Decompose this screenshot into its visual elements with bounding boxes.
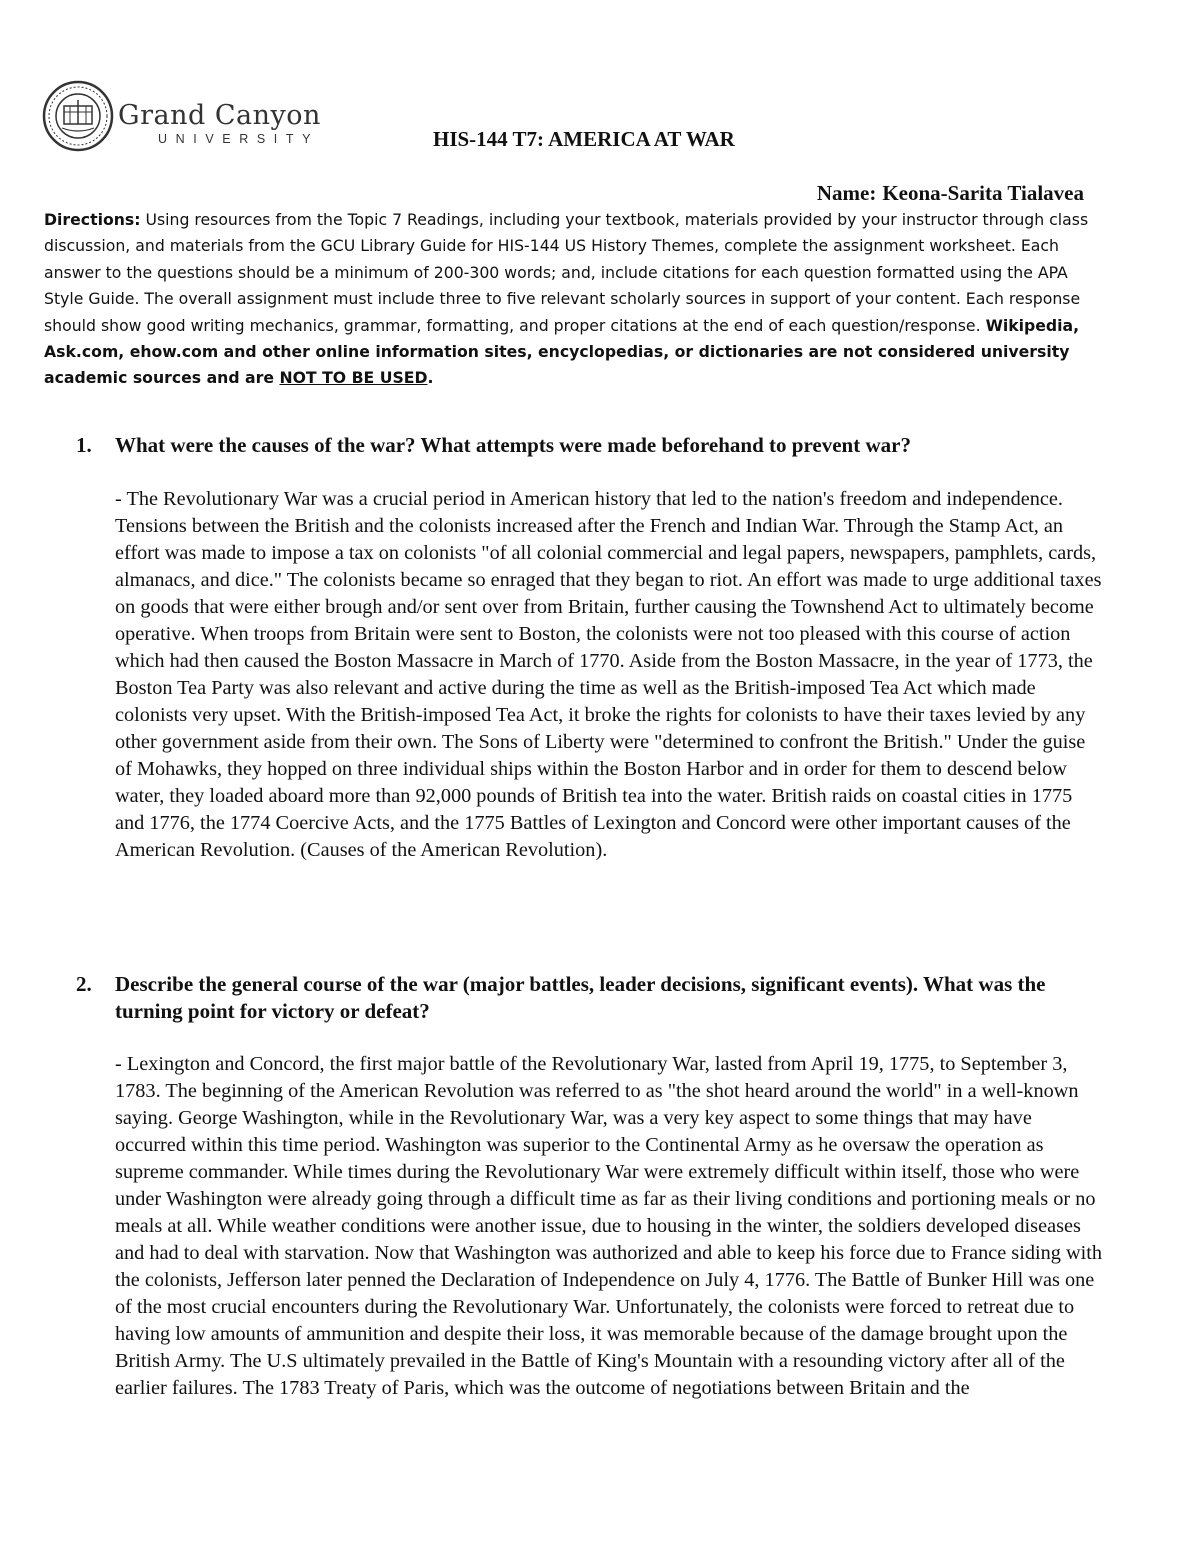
document-title: HIS-144 T7: AMERICA AT WAR [433, 127, 735, 151]
student-name-label: Name: [816, 181, 877, 205]
question-1 [76, 432, 1106, 459]
logo-university-name: Grand Canyon [118, 100, 321, 131]
question-number: 1. [76, 433, 92, 457]
directions-warning: Wikipedia, Ask.com, ehow.com and other online information sites, encyclopedias, or dictionaries are not considered university academic sources and are [44, 315, 1080, 388]
question-text: Describe the general course of the war (major battles, leader decisions, significant events). What was the turning point for victory or defeat? [115, 972, 1046, 1023]
question-text: What were the causes of the war? What attempts were made beforehand to prevent war? [115, 433, 911, 457]
directions-warning-end: . [427, 368, 434, 388]
university-seal-icon [42, 76, 114, 156]
question-2 [76, 971, 1106, 1025]
directions-label: Directions: [44, 210, 141, 229]
answer-2: - Lexington and Concord, the first major battle of the Revolutionary War, lasted from April 19, 1775, to September 3, 1783. The beginning of the American Revolution was referred to as "the shot heard around the world" in a well-known saying. George Washington, while in the Revolutionary War, was a very key aspect to some things that may have occurred within this time period. Washington was superior to the Continental Army as he oversaw the operation as supreme commander. While times during the Revolutionary War were extremely difficult within itself, those who were under Washington were already going through a difficult time as far as their living conditions and portioning meals or no meals at all. While weather conditions were another issue, due to housing in the winter, the soldiers developed diseases and had to deal with starvation. Now that Washington was authorized and able to keep his force due to France siding with the colonists, Jefferson later penned the Declaration of Independence on July 4, 1776. The Battle of Bunker Hill was one of the most crucial encounters during the Revolutionary War. Unfortunately, the colonists were forced to retreat due to having low amounts of ammunition and despite their loss, it was memorable because of the damage brought upon the British Army. The U.S ultimately prevailed in the Battle of King's Mountain with a resounding victory after all of the earlier failures. The 1783 Treaty of Paris, which was the outcome of negotiations between Britain and the [115, 1053, 1103, 1399]
directions-warning-underlined: NOT TO BE USED [279, 368, 428, 388]
student-name: Keona-Sarita Tialavea [882, 181, 1084, 205]
logo-university-subtitle: UNIVERSITY [158, 132, 320, 146]
directions-paragraph [44, 207, 1094, 392]
answer-1: - The Revolutionary War was a crucial period in American history that led to the nation's freedom and independence. Tensions between the British and the colonists increased after the French and Indian War. Through the Stamp Act, an effort was made to impose a tax on colonists "of all colonial commercial and legal papers, newspapers, pamphlets, cards, almanacs, and dice." The colonists became so enraged that they began to riot. An effort was made to urge additional taxes on goods that were either brough and/or sent over from Britain, further causing the Townshend Act to ultimately become operative. When troops from Britain were sent to Boston, the colonists were not too pleased with this course of action which had then caused the Boston Massacre in March of 1770. Aside from the Boston Massacre, in the year of 1773, the Boston Tea Party was also relevant and active during the time as well as the British-imposed Tea Act which made colonists very upset. With the British-imposed Tea Act, it broke the rights for colonists to have their taxes levied by any other government aside from their own. The Sons of Liberty were "determined to confront the British." Under the guise of Mohawks, they hopped on three individual ships within the Boston Harbor and in order for them to descend below water, they loaded aboard more than 92,000 pounds of British tea into the water. British raids on coastal cities in 1775 and 1776, the 1774 Coercive Acts, and the 1775 Battles of Lexington and Concord were other important causes of the American Revolution. (Causes of the American Revolution). [115, 488, 1102, 861]
question-number: 2. [76, 972, 92, 996]
directions-text: Using resources from the Topic 7 Readings, including your textbook, materials provided by your instructor through class discussion, and materials from the GCU Library Guide for HIS-144 US History Themes, complete the assignment worksheet. Each answer to the questions should be a minimum of 200-300 words; and, include citations for each question formatted using the APA Style Guide. The overall assignment must include three to five relevant scholarly sources in support of your content. Each response should show good writing mechanics, grammar, formatting, and proper citations at the end of each question/response. [44, 210, 1089, 335]
university-logo [42, 76, 352, 156]
student-name-line [817, 181, 1084, 206]
